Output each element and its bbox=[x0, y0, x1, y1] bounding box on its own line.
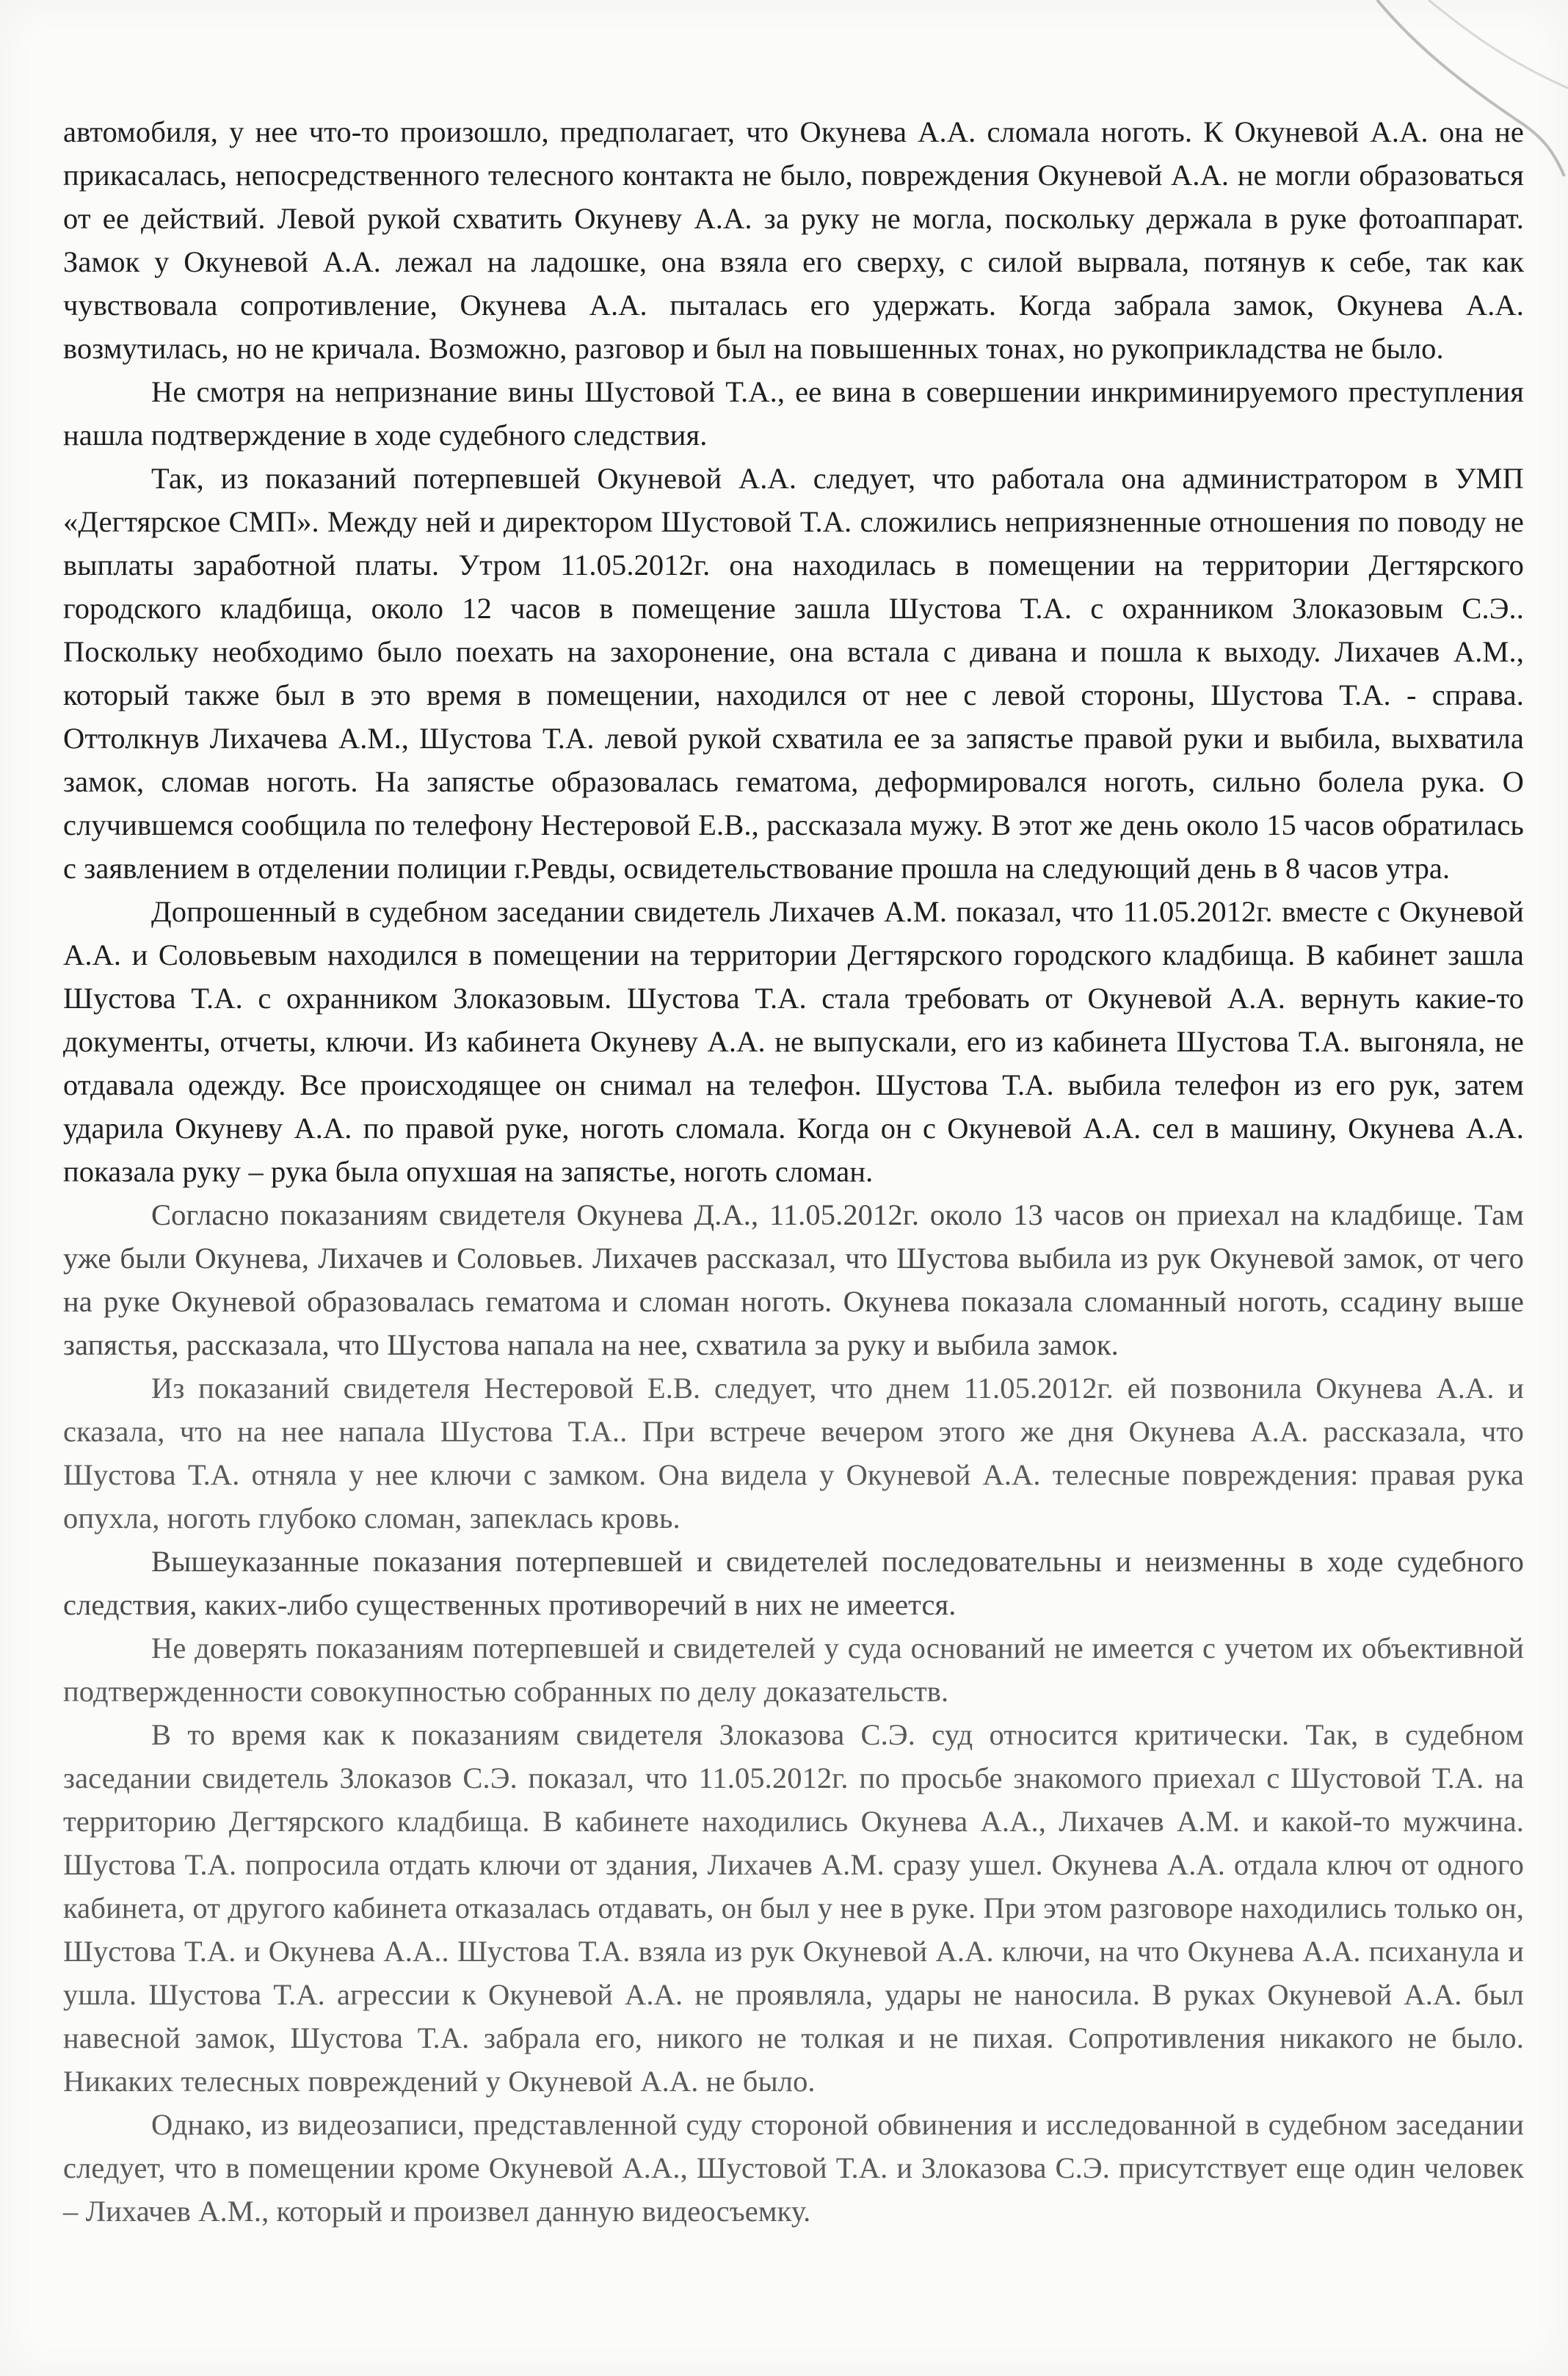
document-page bbox=[63, 110, 1524, 2233]
paragraph-8: Не доверять показаниям потерпевшей и свидетелей у суда оснований не имеется с учетом их объективной подтвержденности совокупностью собранных по делу доказательств. bbox=[63, 1631, 1524, 1708]
paragraph-10: Однако, из видеозаписи, представленной суду стороной обвинения и исследованной в судебном заседании следует, что в помещении кроме Окуневой А.А., Шустовой Т.А. и Злоказова С.Э. присутствует еще один человек – Лихачев А.М., который и произвел данную видеосъемку. bbox=[63, 2108, 1524, 2228]
paragraph-5: Согласно показаниям свидетеля Окунева Д.А., 11.05.2012г. около 13 часов он приехал на кладбище. Там уже были Окунева, Лихачев и Соловьев. Лихачев рассказал, что Шустова выбила из рук Окуневой замок, от чего на руке Окуневой образовалась гематома и сломан ноготь. Окунева показала сломанный ноготь, ссадину выше запястья, рассказала, что Шустова напала на нее, схватила за руку и выбила замок. bbox=[63, 1198, 1524, 1361]
paragraph-4: Допрошенный в судебном заседании свидетель Лихачев А.М. показал, что 11.05.2012г. вместе с Окуневой А.А. и Соловьевым находился в помещении на территории Дегтярского городского кладбища. В кабинет зашла Шустова Т.А. с охранником Злоказовым. Шустова Т.А. стала требовать от Окуневой А.А. вернуть какие-то документы, отчеты, ключи. Из кабинета Окуневу А.А. не выпускали, его из кабинета Шустова Т.А. выгоняла, не отдавала одежду. Все происходящее он снимал на телефон. Шустова Т.А. выбила телефон из его рук, затем ударила Окуневу А.А. по правой руке, ноготь сломала. Когда он с Окуневой А.А. сел в машину, Окунева А.А. показала руку – рука была опухшая на запястье, ноготь сломан. bbox=[63, 895, 1524, 1188]
paragraph-6: Из показаний свидетеля Нестеровой Е.В. следует, что днем 11.05.2012г. ей позвонила Окунева А.А. и сказала, что на нее напала Шустова Т.А.. При встрече вечером этого же дня Окунева А.А. рассказала, что Шустова Т.А. отняла у нее ключи с замком. Она видела у Окуневой А.А. телесные повреждения: правая рука опухла, ноготь глубоко сломан, запеклась кровь. bbox=[63, 1372, 1524, 1535]
paragraph-3: Так, из показаний потерпевшей Окуневой А.А. следует, что работала она администратором в УМП «Дегтярское СМП». Между ней и директором Шустовой Т.А. сложились неприязненные отношения по поводу не выплаты заработной платы. Утром 11.05.2012г. она находилась в помещении на территории Дегтярского городского кладбища, около 12 часов в помещение зашла Шустова Т.А. с охранником Злоказовым С.Э.. Поскольку необходимо было поехать на захоронение, она встала с дивана и пошла к выходу. Лихачев А.М., который также был в это время в помещении, находился от нее с левой стороны, Шустова Т.А. - справа. Оттолкнув Лихачева А.М., Шустова Т.А. левой рукой схватила ее за запястье правой руки и выбила, выхватила замок, сломав ноготь. На запястье образовалась гематома, деформировался ноготь, сильно болела рука. О случившемся сообщила по телефону Нестеровой Е.В., рассказала мужу. В этот же день около 15 часов обратилась с заявлением в отделении полиции г.Ревды, освидетельствование прошла на следующий день в 8 часов утра. bbox=[63, 462, 1524, 885]
paragraph-2: Не смотря на непризнание вины Шустовой Т.А., ее вина в совершении инкриминируемого преступления нашла подтверждение в ходе судебного следствия. bbox=[63, 375, 1524, 452]
paragraph-9: В то время как к показаниям свидетеля Злоказова С.Э. суд относится критически. Так, в судебном заседании свидетель Злоказов С.Э. показал, что 11.05.2012г. по просьбе знакомого приехал с Шустовой Т.А. на территорию Дегтярского кладбища. В кабинете находились Окунева А.А., Лихачев А.М. и какой-то мужчина. Шустова Т.А. попросила отдать ключи от здания, Лихачев А.М. сразу ушел. Окунева А.А. отдала ключ от одного кабинета, от другого кабинета отказалась отдавать, он был у нее в руке. При этом разговоре находились только он, Шустова Т.А. и Окунева А.А.. Шустова Т.А. взяла из рук Окуневой А.А. ключи, на что Окунева А.А. психанула и ушла. Шустова Т.А. агрессии к Окуневой А.А. не проявляла, удары не наносила. В руках Окуневой А.А. был навесной замок, Шустова Т.А. забрала его, никого не толкая и не пихая. Сопротивления никакого не было. Никаких телесных повреждений у Окуневой А.А. не было. bbox=[63, 1718, 1524, 2098]
paragraph-1: автомобиля, у нее что-то произошло, предполагает, что Окунева А.А. сломала ноготь. К Окуневой А.А. она не прикасалась, непосредственного телесного контакта не было, повреждения Окуневой А.А. не могли образоваться от ее действий. Левой рукой схватить Окуневу А.А. за руку не могла, поскольку держала в руке фотоаппарат. Замок у Окуневой А.А. лежал на ладошке, она взяла его сверху, с силой вырвала, потянув к себе, так как чувствовала сопротивление, Окунева А.А. пыталась его удержать. Когда забрала замок, Окунева А.А. возмутилась, но не кричала. Возможно, разговор и был на повышенных тонах, но рукоприкладства не было. bbox=[63, 115, 1524, 365]
paragraph-7: Вышеуказанные показания потерпевшей и свидетелей последовательны и неизменны в ходе судебного следствия, каких-либо существенных противоречий в них не имеется. bbox=[63, 1545, 1524, 1621]
